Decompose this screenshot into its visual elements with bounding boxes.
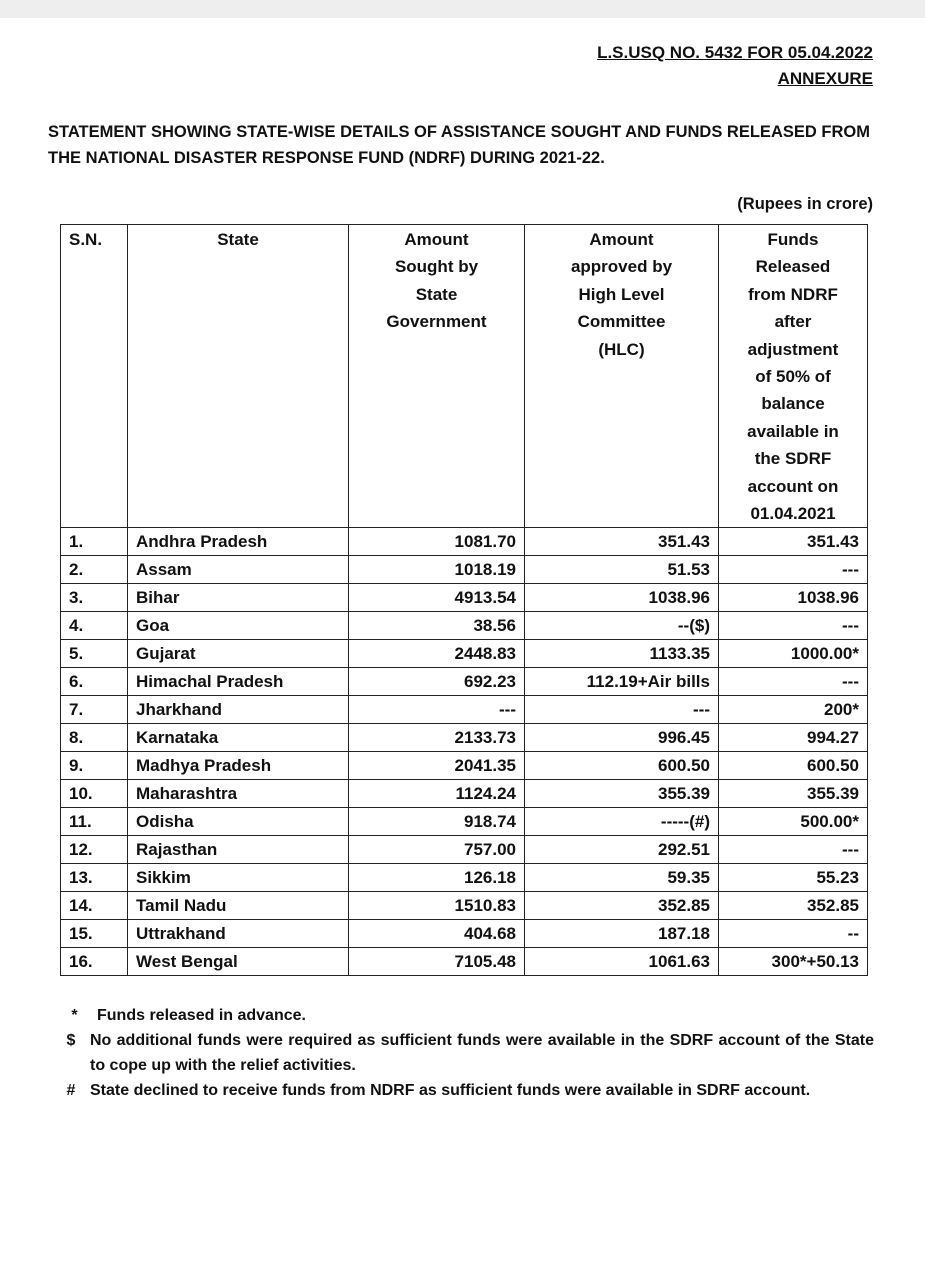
footnote-mark: # xyxy=(66,1082,76,1099)
column-header-line: Released xyxy=(755,257,831,277)
funds-released: 200* xyxy=(719,696,868,724)
table-row xyxy=(61,612,868,640)
serial-number: 3. xyxy=(61,584,128,612)
amount-sought: 1081.70 xyxy=(349,528,525,556)
column-header-line: Government xyxy=(386,312,487,332)
amount-approved: 112.19+Air bills xyxy=(525,668,719,696)
funds-released: --- xyxy=(719,612,868,640)
statement-title: STATEMENT SHOWING STATE-WISE DETAILS OF ASSISTANCE SOUGHT AND FUNDS RELEASED FROM THE NATIONAL DISASTER RESPONSE FUND (NDRF) DURING 2021-22. xyxy=(48,123,870,167)
col-sn xyxy=(61,225,128,528)
question-reference: L.S.USQ NO. 5432 FOR 05.04.2022 xyxy=(597,43,873,62)
state-name: Sikkim xyxy=(128,864,349,892)
column-header-line: Amount xyxy=(404,230,469,249)
column-header-line: balance xyxy=(761,394,825,414)
unit-note: (Rupees in crore) xyxy=(737,195,873,213)
footnotes xyxy=(52,1003,874,1103)
table-row xyxy=(61,892,868,920)
amount-approved: 51.53 xyxy=(525,556,719,584)
table-row xyxy=(61,696,868,724)
state-name: Madhya Pradesh xyxy=(128,752,349,780)
ndrf-table xyxy=(60,224,868,976)
column-header-line: approved by xyxy=(570,257,673,277)
amount-approved: 600.50 xyxy=(525,752,719,780)
serial-number: 16. xyxy=(61,948,128,976)
amount-approved: --- xyxy=(525,696,719,724)
footnote-mark: $ xyxy=(66,1032,76,1049)
amount-sought: 4913.54 xyxy=(349,584,525,612)
column-header-line: available in xyxy=(747,421,839,441)
amount-sought: 692.23 xyxy=(349,668,525,696)
amount-sought: 1018.19 xyxy=(349,556,525,584)
table-row xyxy=(61,948,868,976)
table-row xyxy=(61,556,868,584)
column-header-line: adjustment xyxy=(747,339,839,359)
amount-approved: 187.18 xyxy=(525,920,719,948)
table-row xyxy=(61,640,868,668)
amount-approved: --($) xyxy=(525,612,719,640)
serial-number: 5. xyxy=(61,640,128,668)
serial-number: 12. xyxy=(61,836,128,864)
footnote xyxy=(52,1003,874,1028)
footnote-text: State declined to receive funds from NDRF as sufficient funds were available in SDRF account. xyxy=(90,1082,811,1099)
column-header-line: of 50% of xyxy=(755,367,831,387)
serial-number: 6. xyxy=(61,668,128,696)
amount-approved: 1038.96 xyxy=(525,584,719,612)
funds-released: 351.43 xyxy=(719,528,868,556)
serial-number: 11. xyxy=(61,808,128,836)
column-header-line: from NDRF xyxy=(748,284,838,304)
state-name: Assam xyxy=(128,556,349,584)
top-strip xyxy=(0,0,925,18)
funds-released: --- xyxy=(719,668,868,696)
amount-approved: 59.35 xyxy=(525,864,719,892)
serial-number: 8. xyxy=(61,724,128,752)
state-name: Bihar xyxy=(128,584,349,612)
funds-released: 300*+50.13 xyxy=(719,948,868,976)
table-row xyxy=(61,836,868,864)
serial-number: 10. xyxy=(61,780,128,808)
amount-sought: 38.56 xyxy=(349,612,525,640)
table-row xyxy=(61,808,868,836)
amount-approved: 1061.63 xyxy=(525,948,719,976)
amount-sought: 2133.73 xyxy=(349,724,525,752)
state-name: Rajasthan xyxy=(128,836,349,864)
serial-number: 13. xyxy=(61,864,128,892)
amount-sought: 757.00 xyxy=(349,836,525,864)
funds-released: --- xyxy=(719,836,868,864)
serial-number: 2. xyxy=(61,556,128,584)
state-name: Goa xyxy=(128,612,349,640)
state-name: Tamil Nadu xyxy=(128,892,349,920)
serial-number: 7. xyxy=(61,696,128,724)
state-name: Maharashtra xyxy=(128,780,349,808)
state-name: West Bengal xyxy=(128,948,349,976)
amount-sought: 404.68 xyxy=(349,920,525,948)
table-body xyxy=(61,528,868,976)
funds-released: 355.39 xyxy=(719,780,868,808)
footnote xyxy=(52,1078,874,1103)
footnote xyxy=(52,1028,874,1078)
column-header-line: after xyxy=(774,312,812,332)
column-header-line: Committee xyxy=(577,312,666,332)
amount-approved: -----(#) xyxy=(525,808,719,836)
table-row xyxy=(61,752,868,780)
serial-number: 14. xyxy=(61,892,128,920)
amount-sought: 1124.24 xyxy=(349,780,525,808)
funds-released: 352.85 xyxy=(719,892,868,920)
funds-released: 600.50 xyxy=(719,752,868,780)
table-row xyxy=(61,528,868,556)
funds-released: -- xyxy=(719,920,868,948)
serial-number: 1. xyxy=(61,528,128,556)
serial-number: 9. xyxy=(61,752,128,780)
funds-released: --- xyxy=(719,556,868,584)
funds-released: 1038.96 xyxy=(719,584,868,612)
funds-released: 1000.00* xyxy=(719,640,868,668)
footnote-text: Funds released in advance. xyxy=(97,1007,306,1024)
amount-sought: 2448.83 xyxy=(349,640,525,668)
amount-approved: 355.39 xyxy=(525,780,719,808)
funds-released: 500.00* xyxy=(719,808,868,836)
amount-sought: --- xyxy=(349,696,525,724)
column-header-line: account on xyxy=(747,476,839,496)
column-header-line: State xyxy=(415,284,458,304)
amount-sought: 126.18 xyxy=(349,864,525,892)
amount-approved: 996.45 xyxy=(525,724,719,752)
col-amount-sought xyxy=(349,225,525,528)
amount-sought: 7105.48 xyxy=(349,948,525,976)
amount-approved: 292.51 xyxy=(525,836,719,864)
column-header-line: State xyxy=(217,230,259,249)
state-name: Karnataka xyxy=(128,724,349,752)
column-header-line: the SDRF xyxy=(754,449,832,469)
footnote-mark: * xyxy=(71,1007,78,1024)
table-row xyxy=(61,668,868,696)
amount-approved: 351.43 xyxy=(525,528,719,556)
state-name: Uttrakhand xyxy=(128,920,349,948)
amount-sought: 918.74 xyxy=(349,808,525,836)
table-row xyxy=(61,584,868,612)
column-header-line: Sought by xyxy=(394,257,479,277)
table-row xyxy=(61,724,868,752)
footnote-text: No additional funds were required as sufficient funds were available in the SDRF account of the State to cope up with the relief activities. xyxy=(90,1032,874,1074)
col-amount-approved xyxy=(525,225,719,528)
column-header-line: Amount xyxy=(589,230,654,249)
state-name: Himachal Pradesh xyxy=(128,668,349,696)
column-header-line: 01.04.2021 xyxy=(750,504,836,524)
serial-number: 15. xyxy=(61,920,128,948)
amount-approved: 352.85 xyxy=(525,892,719,920)
funds-released: 994.27 xyxy=(719,724,868,752)
serial-number: 4. xyxy=(61,612,128,640)
amount-sought: 2041.35 xyxy=(349,752,525,780)
col-state xyxy=(128,225,349,528)
table-row xyxy=(61,864,868,892)
state-name: Jharkhand xyxy=(128,696,349,724)
table-header xyxy=(61,225,868,528)
annexure-label: ANNEXURE xyxy=(777,69,873,88)
column-header-line: Funds xyxy=(767,230,819,249)
state-name: Odisha xyxy=(128,808,349,836)
funds-released: 55.23 xyxy=(719,864,868,892)
col-funds-released xyxy=(719,225,868,528)
table-row xyxy=(61,780,868,808)
state-name: Gujarat xyxy=(128,640,349,668)
column-header-line: S.N. xyxy=(69,230,103,249)
table-row xyxy=(61,920,868,948)
column-header-line: High Level xyxy=(578,284,665,304)
state-name: Andhra Pradesh xyxy=(128,528,349,556)
amount-sought: 1510.83 xyxy=(349,892,525,920)
amount-approved: 1133.35 xyxy=(525,640,719,668)
column-header-line: (HLC) xyxy=(598,339,645,359)
